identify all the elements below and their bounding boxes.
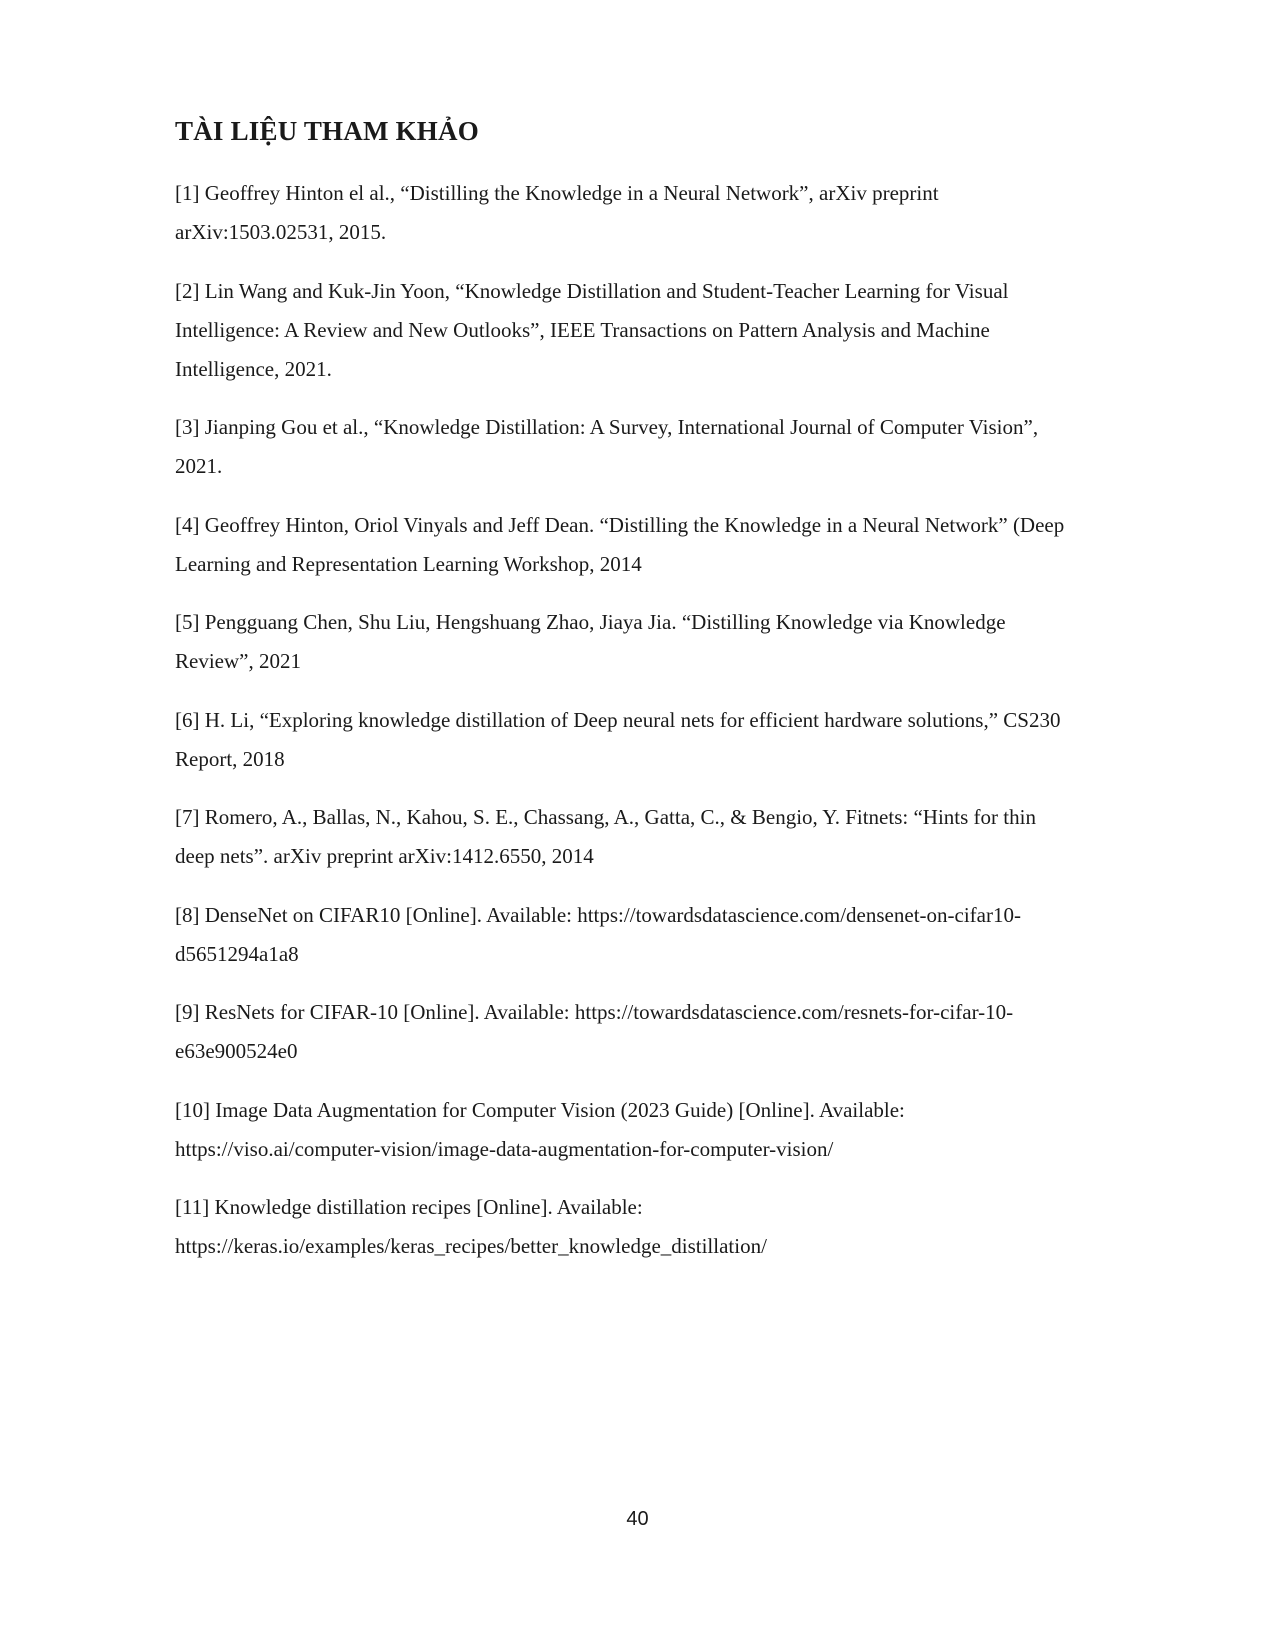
reference-line: Report, 2018 xyxy=(175,746,285,771)
reference-item xyxy=(175,798,1150,876)
reference-item xyxy=(175,701,1150,779)
reference-line: deep nets”. arXiv preprint arXiv:1412.6550, 2014 xyxy=(175,844,594,868)
reference-list xyxy=(175,174,1150,1286)
reference-line: [1] Geoffrey Hinton el al., “Distilling the Knowledge in a Neural Network”, arXiv preprint xyxy=(175,181,939,205)
reference-item xyxy=(175,896,1150,974)
reference-item xyxy=(175,603,1150,681)
reference-line: [7] Romero, A., Ballas, N., Kahou, S. E., Chassang, A., Gatta, C., & Bengio, Y. Fitnets: “Hints for thin xyxy=(175,805,1036,829)
reference-item xyxy=(175,993,1150,1071)
reference-line: [11] Knowledge distillation recipes [Online]. Available: xyxy=(175,1195,643,1219)
reference-item xyxy=(175,174,1150,252)
reference-line: [8] DenseNet on CIFAR10 [Online]. Available: https://towardsdatascience.com/densenet-on-cifar10- xyxy=(175,902,1021,927)
reference-line: [6] H. Li, “Exploring knowledge distillation of Deep neural nets for efficient hardware solutions,” CS230 xyxy=(175,707,1061,732)
reference-line: 2021. xyxy=(175,454,223,478)
reference-line: [4] Geoffrey Hinton, Oriol Vinyals and Jeff Dean. “Distilling the Knowledge in a Neural Network” (Deep xyxy=(175,512,1065,537)
reference-line: Review”, 2021 xyxy=(175,649,301,673)
reference-item xyxy=(175,272,1150,389)
reference-item xyxy=(175,1188,1150,1266)
reference-item xyxy=(175,1091,1150,1169)
page-title: TÀI LIỆU THAM KHẢO xyxy=(175,116,479,146)
reference-line: https://keras.io/examples/keras_recipes/better_knowledge_distillation/ xyxy=(175,1234,767,1258)
reference-line: d5651294a1a8 xyxy=(175,941,299,966)
reference-line: Intelligence, 2021. xyxy=(175,356,332,381)
reference-line: Learning and Representation Learning Workshop, 2014 xyxy=(175,551,642,576)
reference-line: arXiv:1503.02531, 2015. xyxy=(175,220,387,244)
reference-item xyxy=(175,408,1150,486)
reference-line: [10] Image Data Augmentation for Computer Vision (2023 Guide) [Online]. Available: xyxy=(175,1097,905,1122)
reference-line: https://viso.ai/computer-vision/image-data-augmentation-for-computer-vision/ xyxy=(175,1136,834,1161)
reference-line: [5] Pengguang Chen, Shu Liu, Hengshuang Zhao, Jiaya Jia. “Distilling Knowledge via Knowledge xyxy=(175,610,1006,634)
page-number: 40 xyxy=(626,1508,649,1530)
reference-line: Intelligence: A Review and New Outlooks”, IEEE Transactions on Pattern Analysis and Machine xyxy=(175,317,990,342)
reference-line: [9] ResNets for CIFAR-10 [Online]. Available: https://towardsdatascience.com/resnets-for-cifar-10- xyxy=(175,1000,1014,1024)
reference-line: e63e900524e0 xyxy=(175,1039,298,1063)
reference-line: [2] Lin Wang and Kuk-Jin Yoon, “Knowledge Distillation and Student-Teacher Learning for Visual xyxy=(175,278,1009,303)
reference-item xyxy=(175,506,1150,584)
reference-line: [3] Jianping Gou et al., “Knowledge Distillation: A Survey, International Journal of Computer Vision”, xyxy=(175,415,1039,439)
